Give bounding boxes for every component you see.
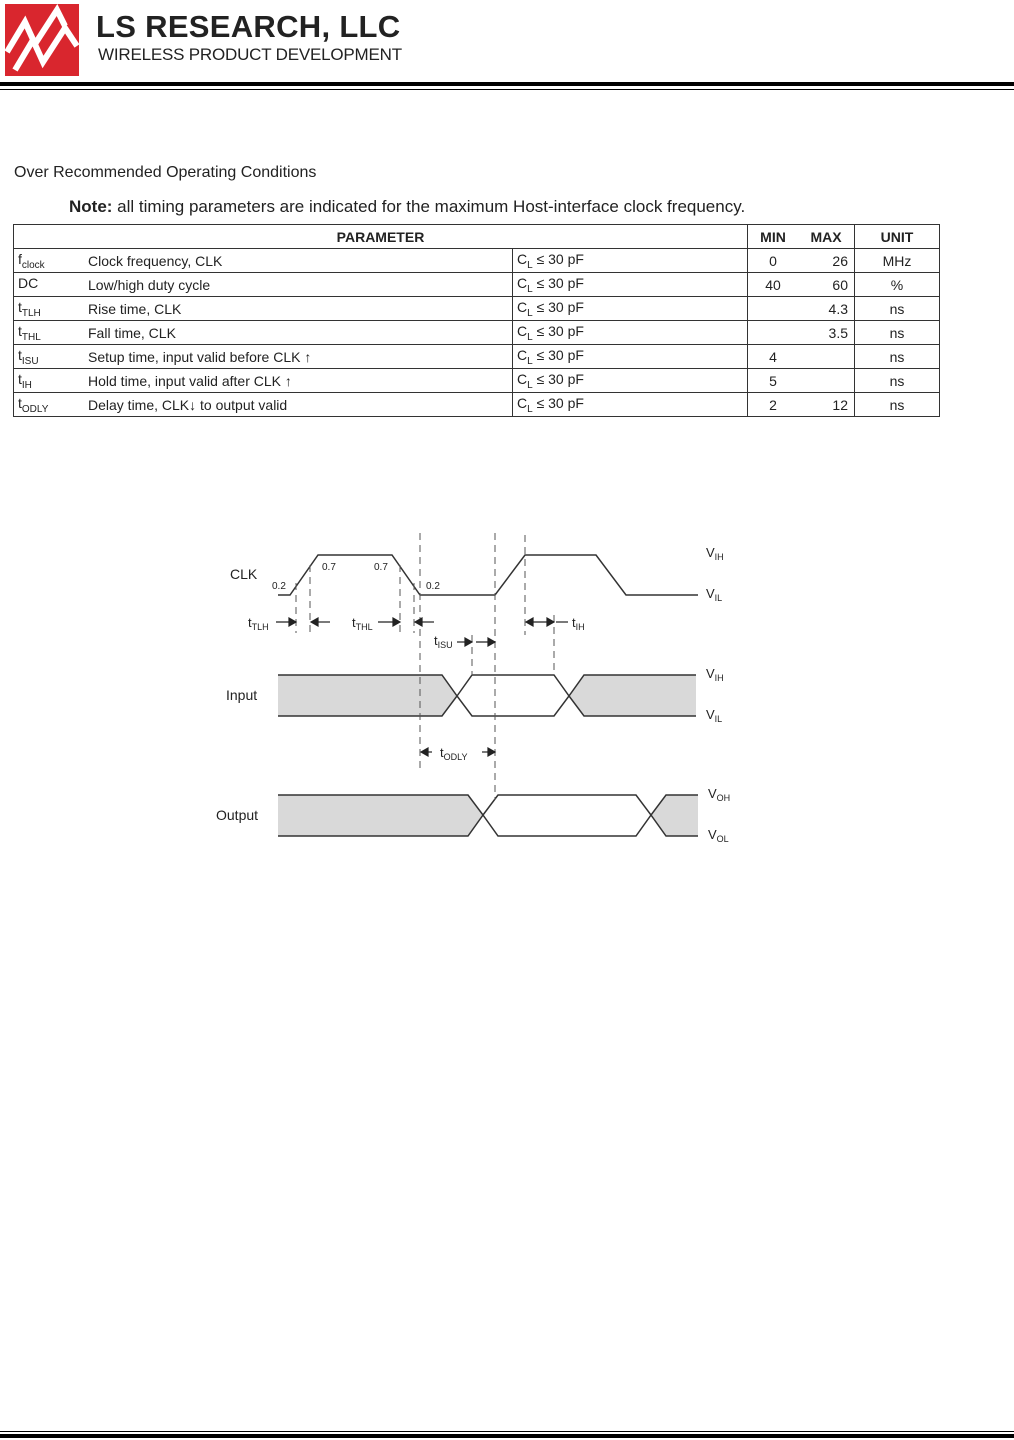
level-high-fall: 0.7	[374, 562, 388, 573]
note-body: all timing parameters are indicated for the maximum Host-interface clock frequency.	[112, 197, 746, 216]
param-description: Delay time, CLK↓ to output valid	[84, 393, 513, 417]
param-symbol: DC	[14, 273, 85, 297]
param-description: Clock frequency, CLK	[84, 249, 513, 273]
table-header-row	[14, 225, 940, 249]
param-condition: $C_L \le 30$ pF	[513, 369, 748, 393]
param-min: 5	[748, 369, 799, 393]
table-body	[14, 249, 940, 417]
param-unit: MHz	[855, 249, 940, 273]
param-max: 4.3	[798, 297, 855, 321]
tlh-arrowhead-right-icon	[311, 618, 318, 626]
param-condition: $C_L \le 30$ pF	[513, 297, 748, 321]
odly-arrowhead-left-icon	[421, 748, 428, 756]
param-min	[748, 321, 799, 345]
param-unit: %	[855, 273, 940, 297]
param-max	[798, 345, 855, 369]
output-label: Output	[216, 807, 259, 823]
param-unit: ns	[855, 393, 940, 417]
level-low-fall: 0.2	[426, 581, 440, 592]
param-symbol: $t_{THL}$	[14, 321, 85, 345]
footer-rule-thin	[0, 1431, 1014, 1432]
param-symbol: $f_{clock}$	[14, 249, 85, 273]
table-row	[14, 369, 940, 393]
param-min: 4	[748, 345, 799, 369]
clk-waveform	[278, 555, 698, 595]
company-tagline: WIRELESS PRODUCT DEVELOPMENT	[98, 45, 402, 64]
param-min	[748, 297, 799, 321]
param-max: 26	[798, 249, 855, 273]
param-unit: ns	[855, 321, 940, 345]
param-condition: $C_L \le 30$ pF	[513, 273, 748, 297]
param-condition: $C_L \le 30$ pF	[513, 321, 748, 345]
output-invalid-left	[278, 795, 483, 836]
tlh-arrowhead-left-icon	[289, 618, 296, 626]
param-description: Low/high duty cycle	[84, 273, 513, 297]
header-rule	[0, 82, 1014, 86]
param-description: Fall time, CLK	[84, 321, 513, 345]
table-row	[14, 321, 940, 345]
param-max	[798, 369, 855, 393]
header-parameter: PARAMETER	[14, 225, 748, 249]
isu-arrowhead-left-icon	[465, 638, 472, 646]
param-unit: ns	[855, 345, 940, 369]
param-description: Rise time, CLK	[84, 297, 513, 321]
company-logo	[5, 4, 79, 76]
note-text	[69, 197, 745, 217]
thl-label: $t_{THL}$	[352, 615, 373, 632]
level-low-rise: 0.2	[272, 581, 286, 592]
param-symbol: $t_{ISU}$	[14, 345, 85, 369]
table-row	[14, 393, 940, 417]
output-vol-label: $V_{OL}$	[708, 827, 729, 844]
isu-arrowhead-right-icon	[488, 638, 495, 646]
param-max: 60	[798, 273, 855, 297]
header-max: MAX	[798, 225, 855, 249]
param-max: 3.5	[798, 321, 855, 345]
table-row	[14, 345, 940, 369]
param-unit: ns	[855, 369, 940, 393]
clk-vih-label: $V_{IH}$	[706, 545, 724, 562]
header-rule-thin	[0, 89, 1014, 90]
conditions-text: Over Recommended Operating Conditions	[14, 164, 317, 181]
thl-arrowhead-right-icon	[415, 618, 422, 626]
param-condition: $C_L \le 30$ pF	[513, 345, 748, 369]
timing-parameters-table	[13, 224, 940, 417]
company-name: LS RESEARCH, LLC	[96, 9, 401, 44]
input-vil-label: $V_{IL}$	[706, 707, 723, 724]
thl-arrowhead-left-icon	[393, 618, 400, 626]
ih-arrowhead-left-icon	[526, 618, 533, 626]
table-row	[14, 297, 940, 321]
note-label: Note:	[69, 197, 113, 216]
timing-diagram	[200, 525, 760, 855]
header-unit: UNIT	[855, 225, 940, 249]
param-min: 40	[748, 273, 799, 297]
input-valid-window	[457, 675, 569, 716]
input-label: Input	[226, 687, 258, 703]
ih-label: $t_{IH}$	[572, 615, 585, 632]
table-row	[14, 249, 940, 273]
param-condition: $C_L \le 30$ pF	[513, 249, 748, 273]
param-unit: ns	[855, 297, 940, 321]
param-min: 2	[748, 393, 799, 417]
param-description: Hold time, input valid after CLK ↑	[84, 369, 513, 393]
clk-label: CLK	[230, 566, 258, 582]
input-vih-label: $V_{IH}$	[706, 666, 724, 683]
output-invalid-right	[651, 795, 698, 836]
input-invalid-right	[569, 675, 696, 716]
param-max: 12	[798, 393, 855, 417]
param-symbol: $t_{ODLY}$	[14, 393, 85, 417]
table-row	[14, 273, 940, 297]
footer-rule	[0, 1434, 1014, 1438]
level-high-rise: 0.7	[322, 562, 336, 573]
input-invalid-left	[278, 675, 457, 716]
clk-vil-label: $V_{IL}$	[706, 586, 723, 603]
param-min: 0	[748, 249, 799, 273]
output-voh-label: $V_{OH}$	[708, 786, 731, 803]
odly-label: $t_{ODLY}$	[440, 745, 468, 762]
isu-label: $t_{ISU}$	[434, 633, 453, 650]
param-condition: $C_L \le 30$ pF	[513, 393, 748, 417]
logo-mark-icon	[5, 4, 79, 76]
output-valid-window	[483, 795, 651, 836]
param-description: Setup time, input valid before CLK ↑	[84, 345, 513, 369]
tlh-label: $t_{TLH}$	[248, 615, 269, 632]
param-symbol: $t_{IH}$	[14, 369, 85, 393]
param-symbol: $t_{TLH}$	[14, 297, 85, 321]
ih-arrowhead-right-icon	[547, 618, 554, 626]
odly-arrowhead-right-icon	[488, 748, 495, 756]
header-min: MIN	[748, 225, 799, 249]
